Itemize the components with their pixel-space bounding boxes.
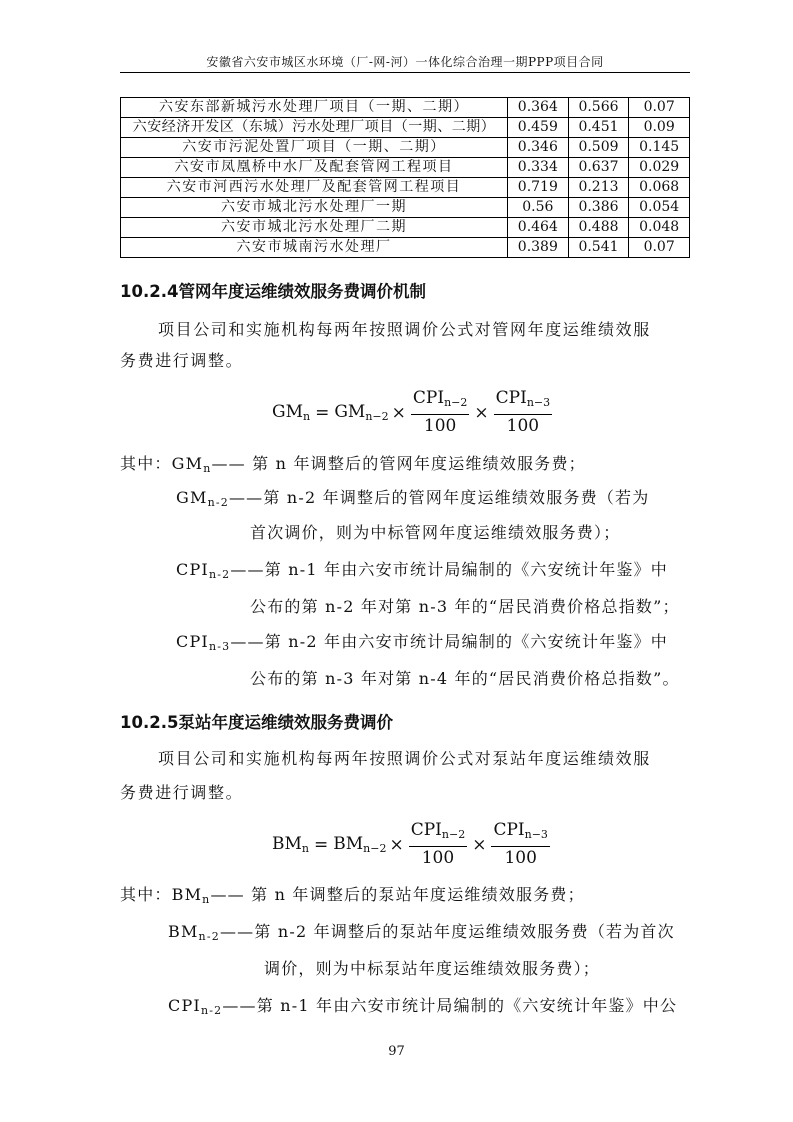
gm-formula: $GM_n$ = $GM_{n-2}$ × $\frac{CPI_{n-2}}{100}$ × $\frac{CPI_{n-3}}{100}$ — [272, 388, 551, 436]
coef-cell: 0.334 — [508, 158, 569, 178]
coef-cell: 0.389 — [508, 238, 569, 258]
project-name-cell: 六安市凤凰桥中水厂及配套管网工程项目 — [121, 158, 508, 178]
project-name-cell: 六安市城北污水处理厂二期 — [121, 218, 508, 238]
definition-line: $GM_{n-2}——$第 n-2 年调整后的管网年度运维绩效服务费（若为 — [176, 488, 650, 509]
project-name-cell: 六安市城北污水处理厂一期 — [121, 198, 508, 218]
cpi-fraction: $\frac{CPI_{n-2}}{100}$ — [410, 820, 466, 868]
coef-cell: 0.451 — [568, 118, 629, 138]
coef-cell: 0.719 — [508, 178, 569, 198]
coef-cell: 0.364 — [508, 98, 569, 118]
table-row — [121, 198, 690, 218]
coef-cell: 0.07 — [629, 98, 690, 118]
formula-lhs: $GM_n$ — [272, 402, 311, 423]
coef-cell: 0.213 — [568, 178, 629, 198]
table-row — [121, 238, 690, 258]
table-row — [121, 218, 690, 238]
table-row — [121, 178, 690, 198]
definition-continuation: 首次调价，则为中标管网年度运维绩效服务费）； — [250, 523, 621, 542]
table-row — [121, 138, 690, 158]
paragraph-line: 项目公司和实施机构每两年按照调价公式对泵站年度运维绩效服 — [158, 749, 651, 768]
table-row — [121, 98, 690, 118]
table-row — [121, 118, 690, 138]
coef-cell: 0.56 — [508, 198, 569, 218]
coef-cell: 0.09 — [629, 118, 690, 138]
paragraph-line: 务费进行调整。 — [120, 783, 244, 802]
coef-cell: 0.541 — [568, 238, 629, 258]
section-heading-10-2-4: 10.2.4管网年度运维绩效服务费调价机制 — [120, 282, 426, 301]
table-row — [121, 158, 690, 178]
formula-term: $BM_{n-2}$ — [333, 834, 387, 855]
page-number: 97 — [388, 1044, 405, 1059]
definition-line: 其中：$BM_n——$ 第 n 年调整后的泵站年度运维绩效服务费； — [120, 885, 585, 906]
coef-cell: 0.07 — [629, 238, 690, 258]
definition-line: $CPI_{n-3}——$第 n-2 年由六安市统计局编制的《六安统计年鉴》中 — [176, 632, 669, 653]
definition-line: 其中：$GM_n——$ 第 n 年调整后的管网年度运维绩效服务费； — [120, 454, 586, 475]
coef-cell: 0.459 — [508, 118, 569, 138]
project-name-cell: 六安市城南污水处理厂 — [121, 238, 508, 258]
coef-cell: 0.054 — [629, 198, 690, 218]
definition-continuation: 调价，则为中标泵站年度运维绩效服务费）； — [264, 959, 601, 978]
project-name-cell: 六安市河西污水处理厂及配套管网工程项目 — [121, 178, 508, 198]
coef-cell: 0.464 — [508, 218, 569, 238]
cpi-fraction: $\frac{CPI_{n-3}}{100}$ — [495, 388, 551, 436]
header-rule — [120, 72, 690, 73]
coef-cell: 0.068 — [629, 178, 690, 198]
coef-cell: 0.488 — [568, 218, 629, 238]
definition-continuation: 公布的第 n-2 年对第 n-3 年的“居民消费价格总指数”； — [250, 597, 680, 616]
coef-cell: 0.566 — [568, 98, 629, 118]
paragraph-line: 项目公司和实施机构每两年按照调价公式对管网年度运维绩效服 — [158, 320, 651, 339]
bm-formula: $BM_n$ = $BM_{n-2}$ × $\frac{CPI_{n-2}}{100}$ × $\frac{CPI_{n-3}}{100}$ — [272, 820, 548, 868]
coef-cell: 0.637 — [568, 158, 629, 178]
formula-lhs: $BM_n$ — [272, 834, 309, 855]
definition-line: $BM_{n-2}——$第 n-2 年调整后的泵站年度运维绩效服务费（若为首次 — [168, 922, 675, 943]
coef-cell: 0.048 — [629, 218, 690, 238]
coef-cell: 0.386 — [568, 198, 629, 218]
paragraph-line: 务费进行调整。 — [120, 351, 244, 370]
formula-term: $GM_{n-2}$ — [334, 402, 389, 423]
cpi-fraction: $\frac{CPI_{n-3}}{100}$ — [493, 820, 548, 868]
project-name-cell: 六安东部新城污水处理厂项目（一期、二期） — [121, 98, 508, 118]
coef-cell: 0.145 — [629, 138, 690, 158]
running-header: 安徽省六安市城区水环境（厂-网-河）一体化综合治理一期PPP项目合同 — [206, 55, 604, 69]
cpi-fraction: $\frac{CPI_{n-2}}{100}$ — [412, 388, 468, 436]
definition-line: $CPI_{n-2}——$第 n-1 年由六安市统计局编制的《六安统计年鉴》中 — [176, 560, 669, 581]
definition-line: $CPI_{n-2}——$第 n-1 年由六安市统计局编制的《六安统计年鉴》中公 — [168, 996, 678, 1017]
definition-continuation: 公布的第 n-3 年对第 n-4 年的“居民消费价格总指数”。 — [250, 669, 680, 688]
coef-cell: 0.346 — [508, 138, 569, 158]
section-heading-10-2-5: 10.2.5泵站年度运维绩效服务费调价 — [120, 713, 393, 732]
coef-cell: 0.509 — [568, 138, 629, 158]
coef-cell: 0.029 — [629, 158, 690, 178]
project-name-cell: 六安市污泥处置厂项目（一期、二期） — [121, 138, 508, 158]
coefficient-table — [120, 97, 690, 258]
project-name-cell: 六安经济开发区（东城）污水处理厂项目（一期、二期） — [121, 118, 508, 138]
